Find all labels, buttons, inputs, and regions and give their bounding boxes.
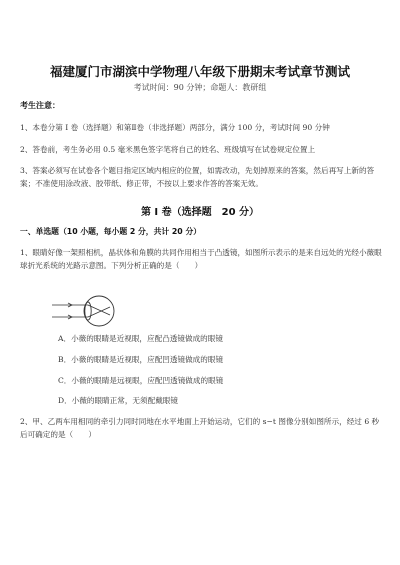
notice-item-3: 3、答案必须写在试卷各个题目指定区域内相应的位置，如需改动，先划掉原来的答案，然后再写上新的答案；不准使用涂改液、胶带纸、修正带，不按以上要求作答的答案无效。 <box>20 166 375 188</box>
question-2-stem: 2、甲、乙两车用相同的牵引力同时同地在水平地面上开始运动，它们的 s−t 图像分别如图所示，经过 6 秒后可确定的是（ ） <box>20 417 380 439</box>
question-1-option-b: B．小薇的眼睛是近视眼，应配凹透镜做成的眼镜 <box>58 355 224 364</box>
exam-subtitle: 考试时间：90 分钟；命题人：教研组 <box>133 83 267 92</box>
question-1-option-c: C．小薇的眼睛是远视眼，应配凹透镜做成的眼镜 <box>58 376 224 385</box>
question-1-option-a: A．小薇的眼睛是近视眼，应配凸透镜做成的眼镜 <box>58 334 223 343</box>
exam-title: 福建厦门市湖滨中学物理八年级下册期末考试章节测试 <box>49 64 350 79</box>
notice-heading: 考生注意： <box>20 101 60 110</box>
notice-item-2: 2、答卷前，考生务必用 0.5 毫米黑色签字笔将自己的姓名、班级填写在试卷规定位置上 <box>20 145 316 154</box>
question-1-stem: 1、眼睛好像一架照相机，晶状体和角膜的共同作用相当于凸透镜，如图所示表示的是来自远处的光经小薇眼球折光系统的光路示意图。下列分析正确的是（ ） <box>20 248 382 270</box>
question-1-option-d: D．小薇的眼睛正常，无须配戴眼镜 <box>58 396 178 405</box>
eyeball-outline <box>84 296 114 326</box>
eye-diagram-figure <box>52 291 132 331</box>
section-title: 第 I 卷（选择题 20 分） <box>140 207 260 218</box>
notice-item-1: 1、本卷分第 I 卷（选择题）和第Ⅱ卷（非选择题）两部分，满分 100 分，考试时间 90 分钟 <box>20 123 330 132</box>
part-heading: 一、单选题（10 小题，每小题 2 分，共计 20 分） <box>20 227 202 236</box>
